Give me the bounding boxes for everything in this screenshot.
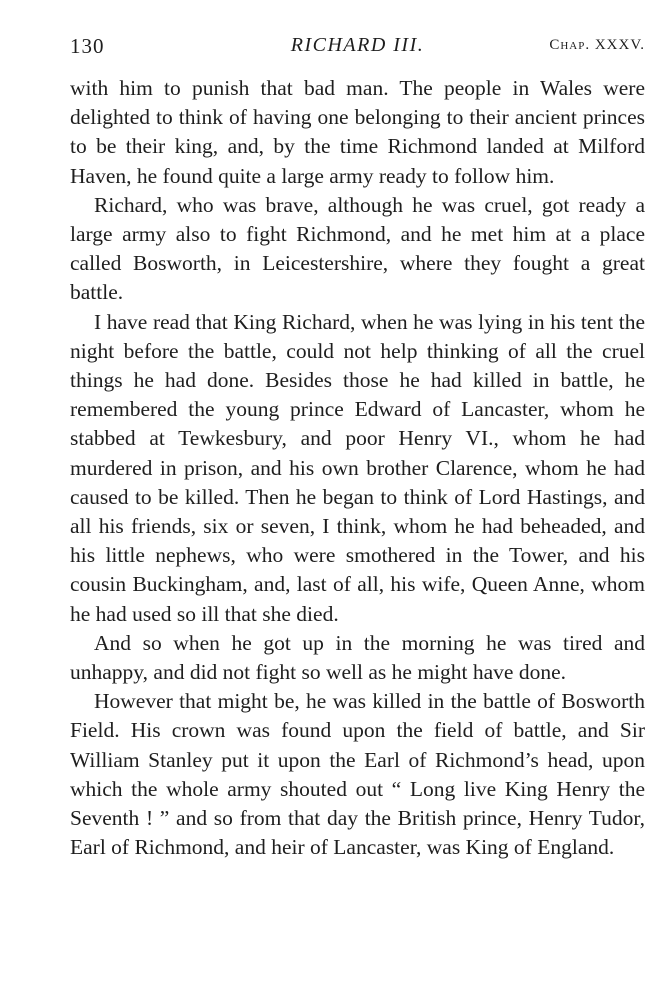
- paragraph: Richard, who was brave, although he was cruel, got ready a large army also to fight Richmond, and he met him at a place called Bosworth, in Leicestershire, where they fought a great battle.: [70, 192, 645, 305]
- chapter-label: Chap. XXXV.: [549, 37, 645, 53]
- paragraph: However that might be, he was killed in the battle of Bosworth Field. His crown was found upon the field of battle, and Sir William Stanley put it upon the Earl of Richmond’s head, upon which the whole army shouted out “ Long live King Henry the Seventh ! ” and so from that day the British prince, Henry Tudor, Earl of Richmond, and heir of Lancaster, was King of England.: [70, 689, 645, 860]
- paragraph-continued: with him to punish that bad man. The people in Wales were delighted to think of having one belonging to their ancient princes to be their king, and, by the time Richmond landed at Milford Haven, he found quite a large army ready to follow him.: [70, 76, 645, 188]
- page-number: 130: [70, 34, 105, 58]
- body-text: [70, 74, 645, 862]
- running-head: [70, 34, 645, 64]
- paragraph: I have read that King Richard, when he was lying in his tent the night before the battle, could not help thinking of all the cruel things he had done. Besides those he had killed in battle, he remembered the young prince Edward of Lancaster, whom he stabbed at Tewkesbury, and poor Henry VI., whom he had murdered in prison, and his own brother Clarence, whom he had caused to be killed. Then he began to think of Lord Hastings, and all his friends, six or seven, I think, whom he had beheaded, and his little nephews, who were smothered in the Tower, and his cousin Buckingham, and, last of all, his wife, Queen Anne, whom he had used so ill that she died.: [70, 309, 645, 626]
- running-title: RICHARD III.: [290, 34, 425, 56]
- paragraph: And so when he got up in the morning he was tired and unhappy, and did not fight so well as he might have done.: [70, 630, 645, 685]
